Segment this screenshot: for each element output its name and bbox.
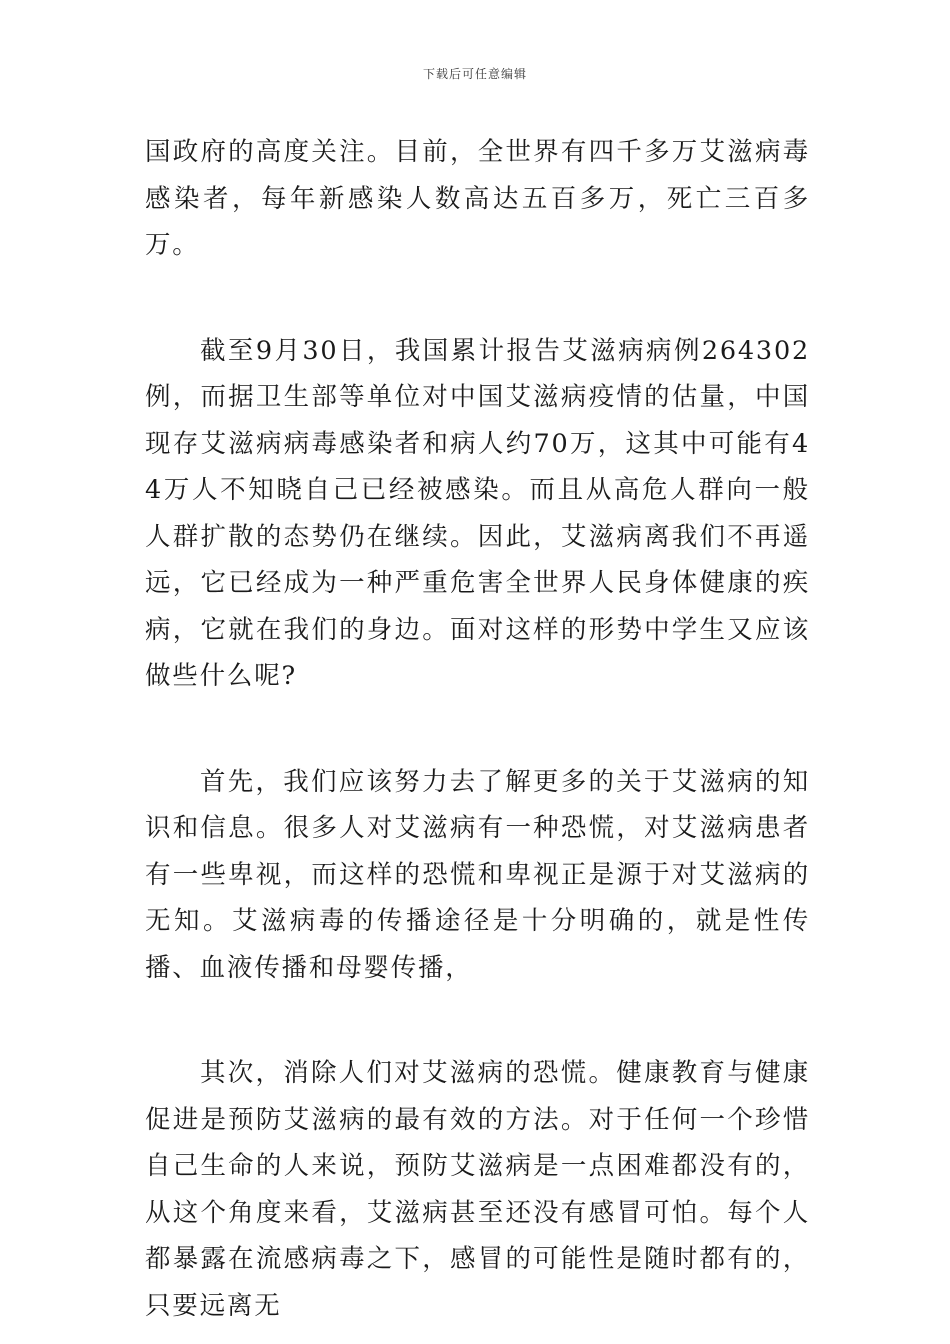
document-body: [145, 129, 810, 1329]
page-header-note: 下载后可任意编辑: [422, 67, 527, 81]
paragraph-continuation: 国政府的高度关注。目前，全世界有四千多万艾滋病毒感染者，每年新感染人数高达五百多万，死亡三百多万。: [145, 137, 810, 260]
paragraph-statistics: 截至9月30日，我国累计报告艾滋病病例264302例，而据卫生部等单位对中国艾滋病疫情的估量，中国现存艾滋病病毒感染者和病人约70万，这其中可能有44万人不知晓自己已经被感染。而且从高危人群向一般人群扩散的态势仍在继续。因此，艾滋病离我们不再遥远，它已经成为一种严重危害全世界人民身体健康的疾病，它就在我们的身边。面对这样的形势中学生又应该做些什么呢?: [145, 335, 810, 691]
paragraph-second-point: 其次，消除人们对艾滋病的恐慌。健康教育与健康促进是预防艾滋病的最有效的方法。对于任何一个珍惜自己生命的人来说，预防艾滋病是一点困难都没有的，从这个角度来看，艾滋病甚至还没有感冒可怕。每个人都暴露在流感病毒之下，感冒的可能性是随时都有的，只要远离无: [145, 1058, 810, 1321]
paragraph-first-point: 首先，我们应该努力去了解更多的关于艾滋病的知识和信息。很多人对艾滋病有一种恐慌，对艾滋病患者有一些卑视，而这样的恐慌和卑视正是源于对艾滋病的无知。艾滋病毒的传播途径是十分明确的，就是性传播、血液传播和母婴传播，: [145, 766, 810, 983]
